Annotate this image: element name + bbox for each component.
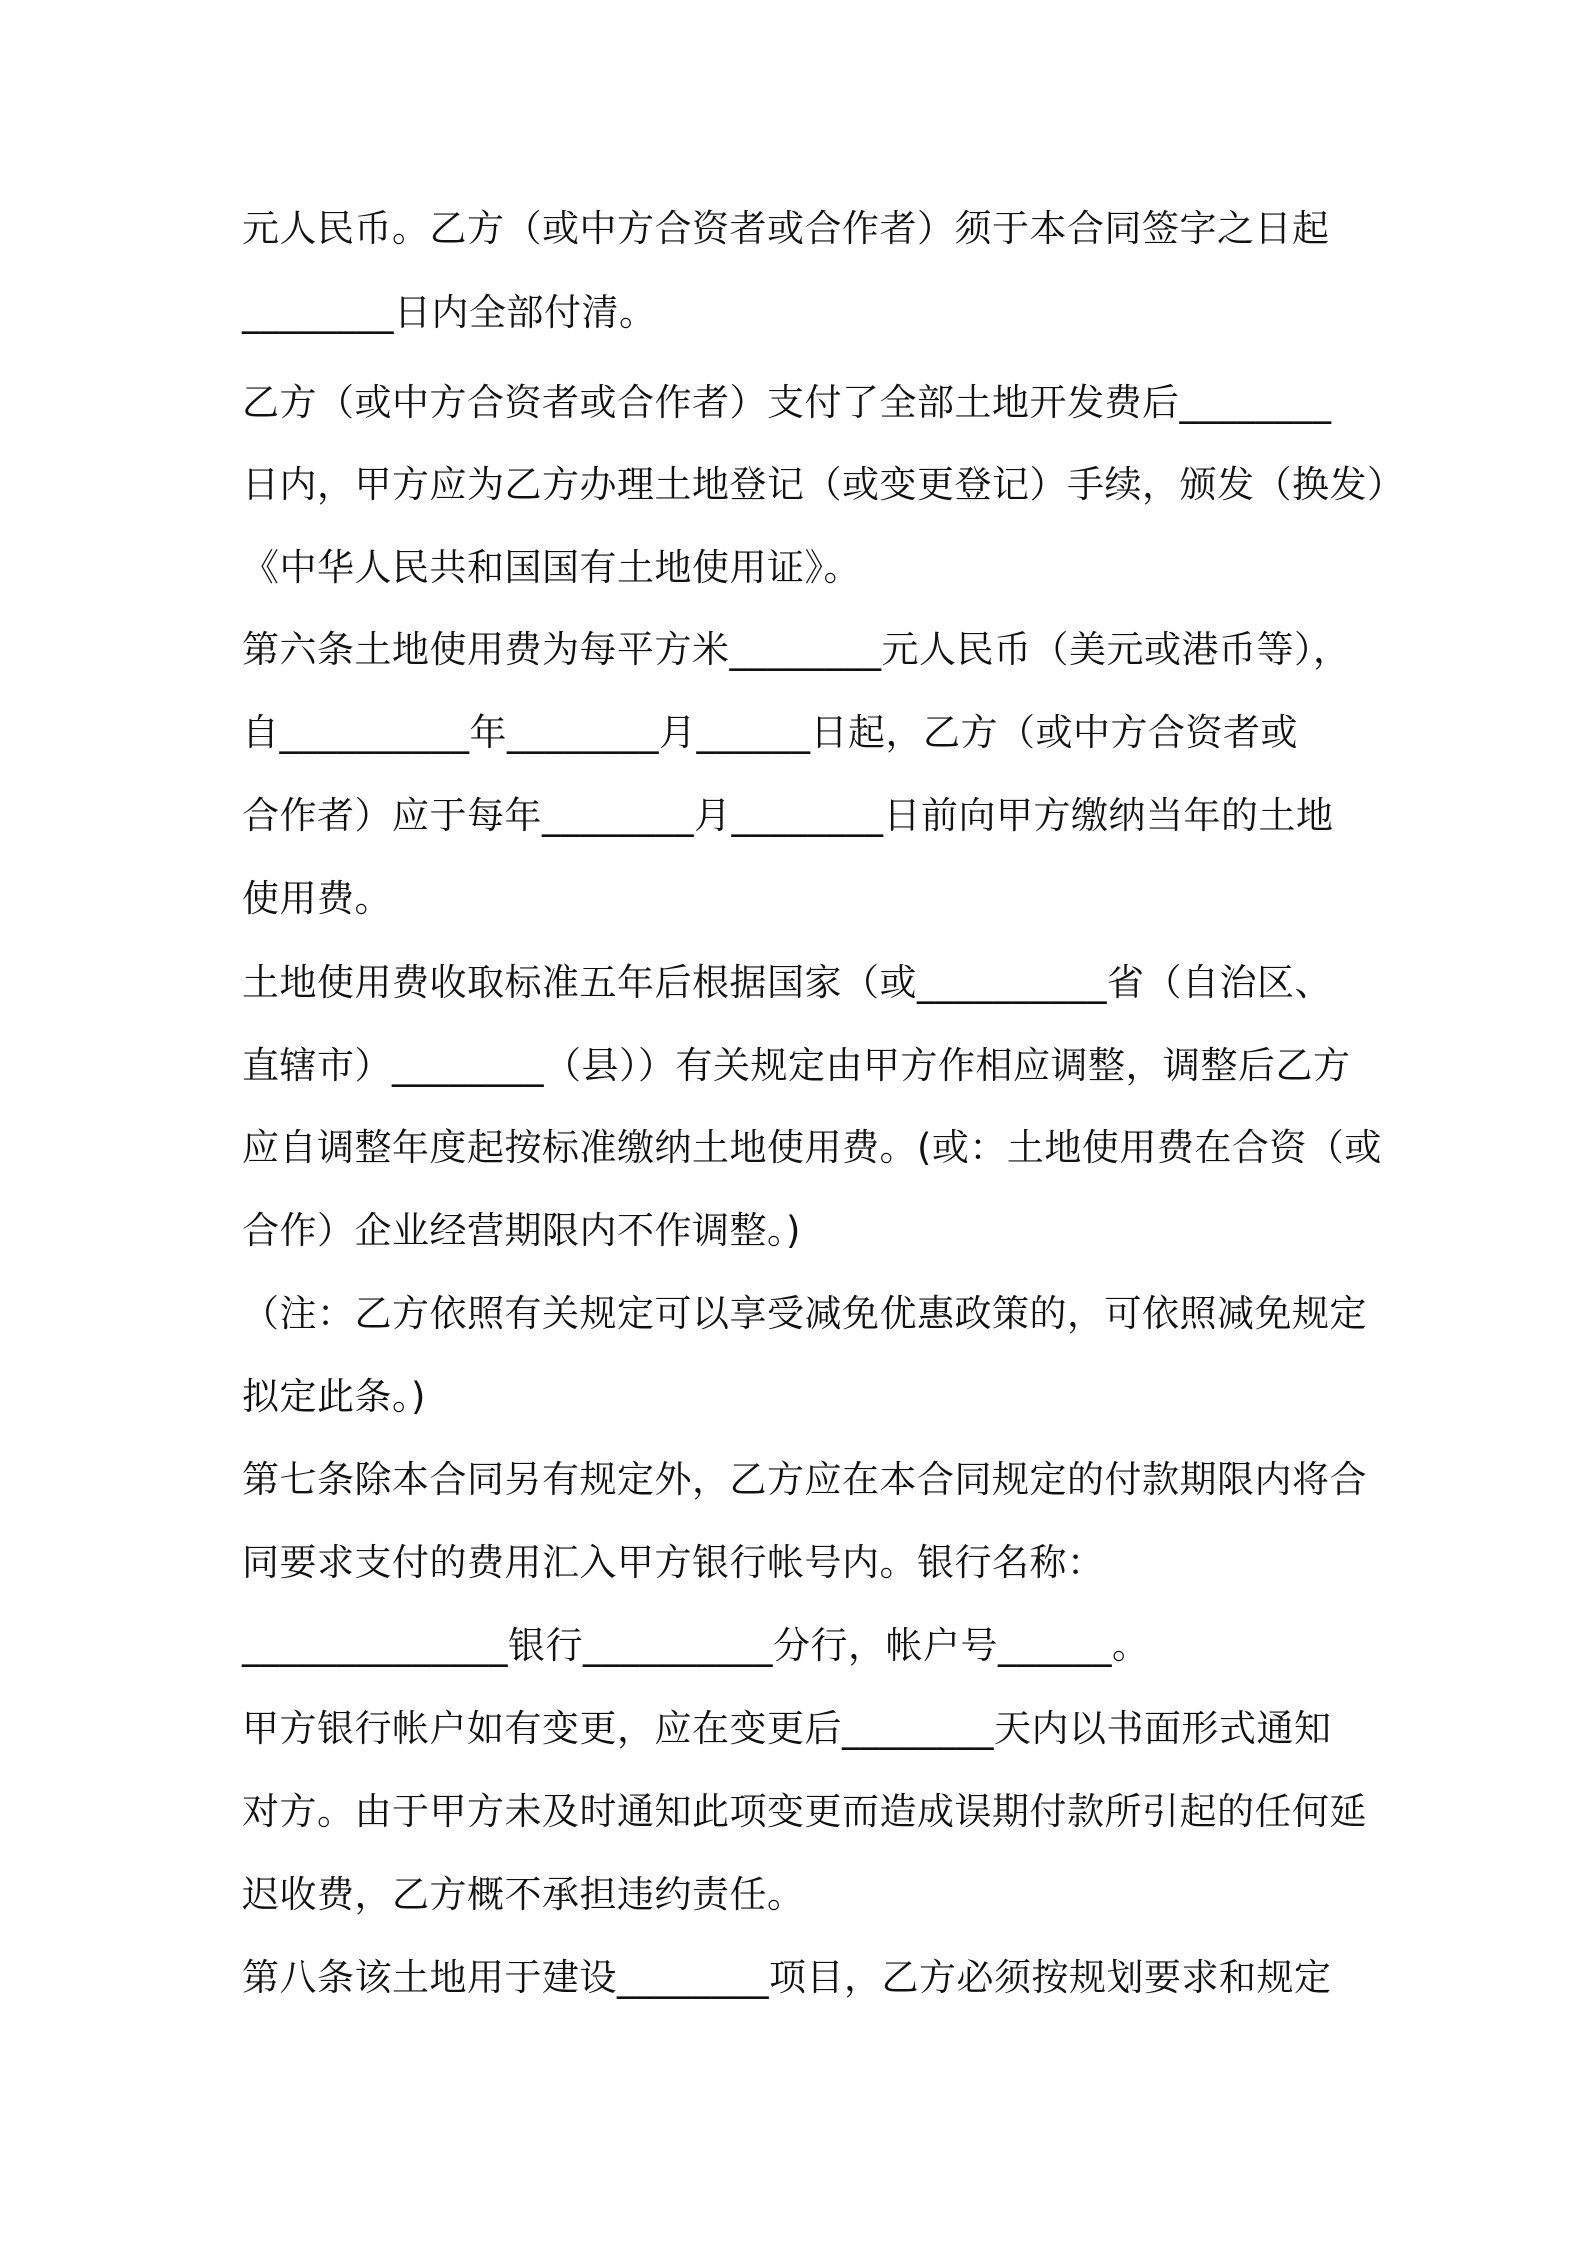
text-line: 第七条除本合同另有规定外，乙方应在本合同规定的付款期限内将合 — [242, 1458, 1367, 1501]
text-line: 应自调整年度起按标准缴纳土地使用费。(或：土地使用费在合资（或 — [242, 1126, 1382, 1169]
text-line: 迟收费，乙方概不承担违约责任。 — [242, 1873, 805, 1916]
text-line: 合作者）应于每年________月________日前向甲方缴纳当年的土地 — [242, 794, 1334, 837]
text-line: 第八条该土地用于建设________项目，乙方必须按规划要求和规定 — [242, 1956, 1332, 1999]
text-line: 第六条土地使用费为每平方米________元人民币（美元或港币等）， — [242, 628, 1351, 671]
text-line: ______________银行__________分行，帐户号______。 — [242, 1624, 1150, 1667]
text-line: 对方。由于甲方未及时通知此项变更而造成误期付款所引起的任何延 — [242, 1790, 1367, 1833]
text-line: 同要求支付的费用汇入甲方银行帐号内。银行名称： — [242, 1541, 1105, 1584]
text-line: 使用费。 — [242, 877, 392, 920]
text-line: 《中华人民共和国国有土地使用证》。 — [242, 546, 861, 589]
text-line: 自__________年________月______日起，乙方（或中方合资者或 — [242, 711, 1298, 754]
text-line: （注：乙方依照有关规定可以享受减免优惠政策的，可依照减免规定 — [242, 1292, 1367, 1335]
text-line: 乙方（或中方合资者或合作者）支付了全部土地开发费后________ — [242, 381, 1332, 424]
text-line: 甲方银行帐户如有变更，应在变更后________天内以书面形式通知 — [242, 1707, 1332, 1750]
text-line: 直辖市）________（县））有关规定由甲方作相应调整，调整后乙方 — [242, 1044, 1351, 1087]
text-line: 拟定此条。) — [242, 1375, 426, 1418]
text-line: ________日内全部付清。 — [242, 291, 657, 334]
text-line: 元人民币。乙方（或中方合资者或合作者）须于本合同签字之日起 — [242, 207, 1330, 250]
text-line: 土地使用费收取标准五年后根据国家（或__________省（自治区、 — [242, 961, 1332, 1004]
text-line: 日内，甲方应为乙方办理土地登记（或变更登记）手续，颁发（换发） — [242, 463, 1405, 506]
text-line: 合作）企业经营期限内不作调整。) — [242, 1209, 801, 1252]
